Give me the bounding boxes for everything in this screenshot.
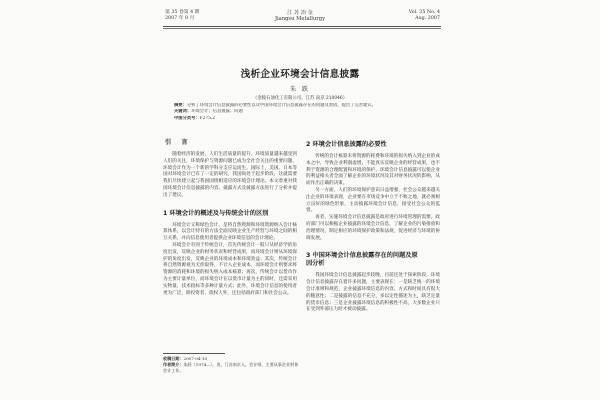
abstract-text: 分析了环境会计信息披露的必要性以及中国环境会计信息披露存在的问题及原因，提出了完善建议。 [186,103,376,108]
footnote-rule [163,353,225,354]
keywords-label: 关键词： [174,109,192,115]
section-gap [306,242,440,248]
header-journal-cn: 江 苏 冶 金 [287,10,313,16]
section-3-heading: 3 中国环境会计信息披露存在的问题及原因分析 [306,252,418,268]
section-3-paragraph-1: 我国环境会计信息披露起步较晚，目前还处于探索阶段，环境会计信息披露存在着许多问题，主要表现在：一是缺乏统一的环境会计准则和规范，企业披露环境信息的内容、方式和时间具有很大的随意性；二是披露的信息不充分，多以定性描述为主，缺乏定量的货币信息；三是企业披露环境信息的积极性不高，大多数企业只在受到外部压力时才被动披露。 [306,273,440,313]
header-date-en: Aug. 2007 [415,16,440,22]
article-affiliation: （金陵石油化工有限公司，江苏 南京 210046） [252,96,348,101]
intro-heading: 引 言 [165,139,192,146]
right-column [306,137,440,379]
article-author: 朱 跃 [290,86,310,93]
footnote-block [163,356,299,374]
header-journal-name [250,10,350,23]
section-1-heading: 1 环境会计的概述及与传统会计的区别 [163,209,269,217]
received-label: 收稿日期： [163,356,184,361]
header-volume-cn [165,10,235,23]
header-rule [163,26,441,27]
header-volume-issue-en: Vol. 35 No. 4 [408,10,440,15]
clc-line [174,116,432,122]
header-date-cn: 2007 年 8 月 [165,16,195,22]
received-date: 2007-04-10 [183,356,208,361]
header-volume-issue-cn: 第 35 卷第 4 期 [165,10,200,15]
section-2-paragraph-3: 再者，实施环境会计信息披露是政府进行环境管理的需要。政府部门可以根据企业披露的环境会计信息，了解企业的污染排放和治理情况，制定相应的环境保护政策和法规，促进经济与环境的协调发展。 [306,215,440,241]
clc-label: 中图分类号： [174,115,200,121]
intro-paragraph: 随着经济的发展，人们生活质量的提升，环境质量越来越受到人们的关注，环境保护与资源问题已成为全社会关注的重要问题，环境会计作为一个新的学科分支应运而生。国际上，美国、日本等国对环境会计已有了一定的研究，我国尚处于起步阶段，这就需要我们尽快建立起与我国国情相适应的环境会计理论。本文着重对我国环境会计信息披露的内容、披露方式及披露方法进行了分析并提出了建议。 [163,152,297,198]
abstract-label: 摘要： [174,103,187,108]
left-column [163,135,297,349]
section-2-heading: 2 环境会计信息披露的必要性 [306,141,387,148]
header-volume-en [380,10,440,23]
author-bio-line [163,362,299,374]
abstract-block [174,103,432,122]
section-2-paragraph-1: 传统的会计核算未将资源的耗费和环境的损失纳入到企业的成本之中，导致企业利润虚增，不能真实反映企业的经营成果，也不利于资源的合理配置和环境的保护。环境会计信息披露可以使企业的利益相关者全面了解企业的环境状况及其对财务状况的影响，从而作出正确的决策。 [306,154,440,187]
section-1-paragraph-1: 环境会计又称绿色会计，是将自然资源和环境资源纳入会计核算体系，以会计特有的方法全面反映企业生产经营与环境之间的相互关系，并向信息使用者提供企业环境信息的会计理论。 [163,222,297,242]
article-title: 浅析企业环境会计信息披露 [240,69,360,80]
header-journal-en: Jiangsu Metallurgy [274,16,326,23]
clc-text: F275.2 [199,115,216,121]
author-bio: 朱跃（1974—），男，江苏南京人，会计师，主要从事企业财务会计工作。 [163,362,299,373]
section-gap [163,200,297,206]
keywords-text: 环境会计；信息披露；问题 [191,109,243,115]
section-1-paragraph-2: 环境会计有别于传统会计，首先传统会计一般只从经济学的角度出发，反映企业的财务状况和经营成果，而环境会计则从环境保护的角度出发，反映企业的环境成本和环境效益；其次，传统会计将自然资源视为无偿取得，不计入企业成本，而环境会计则要求将资源的消耗和环境的损失纳入成本核算；再次，传统会计以货币作为主要计量单位，而环境会计在以货币计量为主的同时，还需采用实物量、技术指标等多种计量方式；此外，环境会计信息的使用者更为广泛，除投资者、债权人外，还包括政府部门和社会公众。 [163,242,297,296]
bio-label: 作者简介： [163,362,184,367]
section-2-paragraph-2: 另一方面，人们的环境保护意识日益增强，社会公众越来越关注企业的环境表现，企业要在市场竞争中立于不败之地，就必须树立良好的绿色形象，主动披露环境会计信息，接受社会公众的监督。 [306,187,440,214]
